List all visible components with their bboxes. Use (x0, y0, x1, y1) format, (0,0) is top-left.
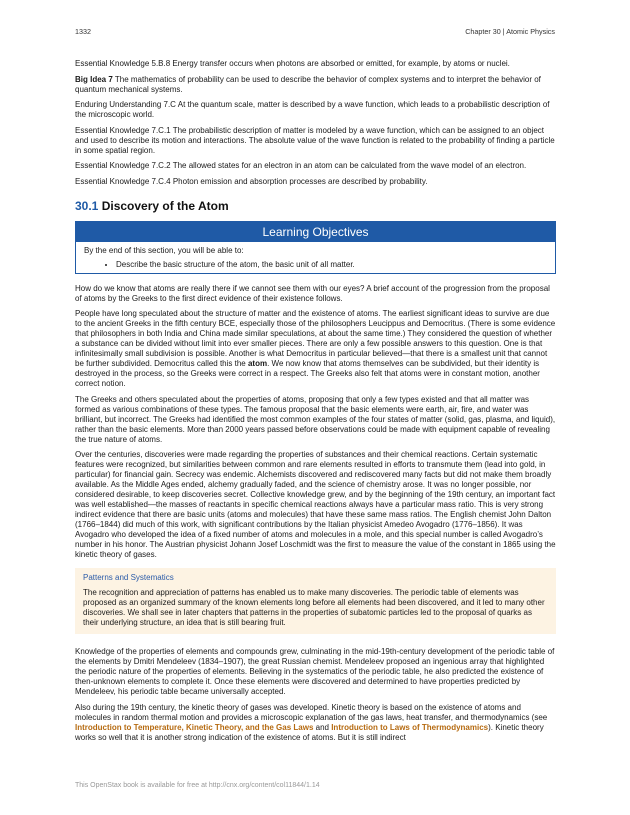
learning-objectives-box (75, 221, 556, 274)
essential-knowledge-7c4: Essential Knowledge 7.C.4 Photon emission and absorption processes are described by probability. (75, 176, 428, 186)
section-heading (75, 199, 556, 213)
big-idea-text: The mathematics of probability can be used to describe the behavior of complex systems and to interpret the behavior of quantum mechanical systems. (75, 74, 541, 94)
paragraph-6-and: and (313, 722, 332, 732)
essential-knowledge-7c2: Essential Knowledge 7.C.2 The allowed states for an electron in an atom can be calculated from the wave model of an electron. (75, 161, 527, 170)
big-idea-label: Big Idea 7 (75, 74, 113, 84)
learning-objectives-body (76, 242, 555, 273)
essential-knowledge-5b8: Essential Knowledge 5.B.8 Energy transfer occurs when photons are absorbed or emitted, for example, by atoms or nuclei. (75, 59, 510, 68)
body-paragraph-4: Over the centuries, discoveries were made regarding the properties of substances and their chemical reactions. Certain systematic features were recognized, but similarities between common and rare elements resulted in efforts to transmute them (lead into gold, in particular) for financial gain. Secrecy was endemic. Alchemists discovered and rediscovered many facts but did not make them broadly available. As the Middle Ages ended, alchemy gradually faded, and the science of chemistry arose. It was no longer possible, nor considered desirable, to keep discoveries secret. Collective knowledge grew, and by the beginning of the 19th century, an important fact was well established—the masses of reactants in specific chemical reactions always have a particular mass ratio. This is very strong indirect evidence that there are basic units (atoms and molecules) that have these same mass ratios. The English chemist John Dalton (1766–1844) did much of this work, with significant contributions by the Italian physicist Amedeo Avogadro (1776–1856). It was Avogadro who developed the idea of a fixed number of atoms and molecules in a mole, and this special number is called Avogadro’s number in his honor. The Austrian physicist Johann Josef Loschmidt was the first to measure the value of the constant in 1865 using the kinetic theory of gases. (75, 450, 556, 559)
link-kinetic-theory-chapter[interactable]: Introduction to Temperature, Kinetic Theory, and the Gas Laws (75, 722, 314, 732)
paragraph-2-start: People have long speculated about the structure of matter and the existence of atoms. The earliest significant ideas to survive are due to the ancient Greeks in the fifth century BCE, especially those of the philosophers Leucippus and Democritus. (There is some evidence that philosophers in both India and China made similar speculations, at about the same time.) They considered the question of whether a substance can be divided without limit into ever smaller pieces. There are only a few possible answers to this question. One is that infinitesimally small subdivision is possible. Another is what Democritus in particular believed—that there is a smallest unit that cannot be further subdivided. Democritus called this the (75, 309, 556, 368)
essential-knowledge-7c1: Essential Knowledge 7.C.1 The probabilistic description of matter is modeled by a wave function, which can be assigned to an object and used to describe its motion and interactions. The absolute value of the wave function is related to the probability of finding a particle in some spatial region. (75, 125, 555, 155)
chapter-title: Chapter 30 | Atomic Physics (465, 27, 555, 36)
body-paragraph-1: How do we know that atoms are really there if we cannot see them with our eyes? A brief account of the progression from the proposal of atoms by the Greeks to the first direct evidence of their existence follows. (75, 283, 550, 303)
learning-objective-item: • Describe the basic structure of the atom, the basic unit of all matter. (116, 260, 547, 270)
term-atom: atom (247, 359, 268, 368)
page-content (75, 59, 556, 748)
feature-title: Patterns and Systematics (83, 573, 174, 582)
feature-text: The recognition and appreciation of patterns has enabled us to make many discoveries. The periodic table of elements was proposed as an organized summary of the known elements long before all elements had been discovered, and it led to many other discoveries. We shall see in later chapters that patterns in the properties of subatomic particles led to the proposal of quarks as their underlying structure, an idea that is still bearing fruit. (83, 588, 545, 627)
patterns-systematics-feature (75, 568, 556, 634)
learning-objectives-title: Learning Objectives (76, 222, 555, 242)
enduring-understanding-7c: Enduring Understanding 7.C At the quantum scale, matter is described by a wave function, which leads to a probabilistic description of the microscopic world. (75, 100, 550, 119)
link-thermodynamics-chapter[interactable]: Introduction to Laws of Thermodynamics (331, 722, 489, 732)
body-paragraph-2 (75, 309, 556, 389)
body-paragraph-6 (75, 703, 556, 743)
body-paragraph-3: The Greeks and others speculated about the properties of atoms, proposing that only a few types existed and that all matter was formed as various combinations of these types. The famous proposal that the basic elements were earth, air, fire, and water was brilliant, but incorrect. The Greeks had identified the most common examples of the four states of matter (solid, gas, plasma, and liquid), rather than the basic elements. More than 2000 years passed before observations could be made with equipment capable of revealing the true nature of atoms. (75, 394, 556, 444)
body-paragraph-5: Knowledge of the properties of elements and compounds grew, culminating in the mid-19th-century development of the periodic table of the elements by Dmitri Mendeleev (1834–1907), the great Russian chemist. Mendeleev proposed an ingenious array that highlighted the periodic nature of the properties of elements. Believing in the systematics of the periodic table, he also predicted the existence of then-unknown elements to complete it. Once these elements were discovered and determined to have properties predicted by Mendeleev, his periodic table became universally accepted. (75, 647, 555, 696)
section-title: Discovery of the Atom (98, 198, 229, 213)
footer-note: This OpenStax book is available for free at http://cnx.org/content/col11844/1.14 (75, 782, 320, 789)
learning-objectives-lead: By the end of this section, you will be able to: (84, 245, 244, 255)
page-number: 1332 (75, 27, 91, 36)
section-number: 30.1 (75, 198, 99, 213)
learning-objectives-list (84, 260, 547, 270)
big-idea-7 (75, 75, 556, 95)
paragraph-6-start: Also during the 19th century, the kinetic theory of gases was developed. Kinetic theory is based on the existence of atoms and molecules in random thermal motion and provides a microscopic explanation of the gas laws, heat transfer, and thermodynamics (see (75, 702, 548, 722)
paragraph-2-end: . We now know that atoms themselves can be subdivided, but their identity is destroyed in the process, so the Greeks were correct in a respect. The Greeks also felt that atoms were in constant motion, another correct notion. (75, 359, 540, 388)
paragraph-6-end: ). Kinetic theory works so well that it is another strong indication of the existence of atoms. But it is still indirect (75, 722, 544, 742)
